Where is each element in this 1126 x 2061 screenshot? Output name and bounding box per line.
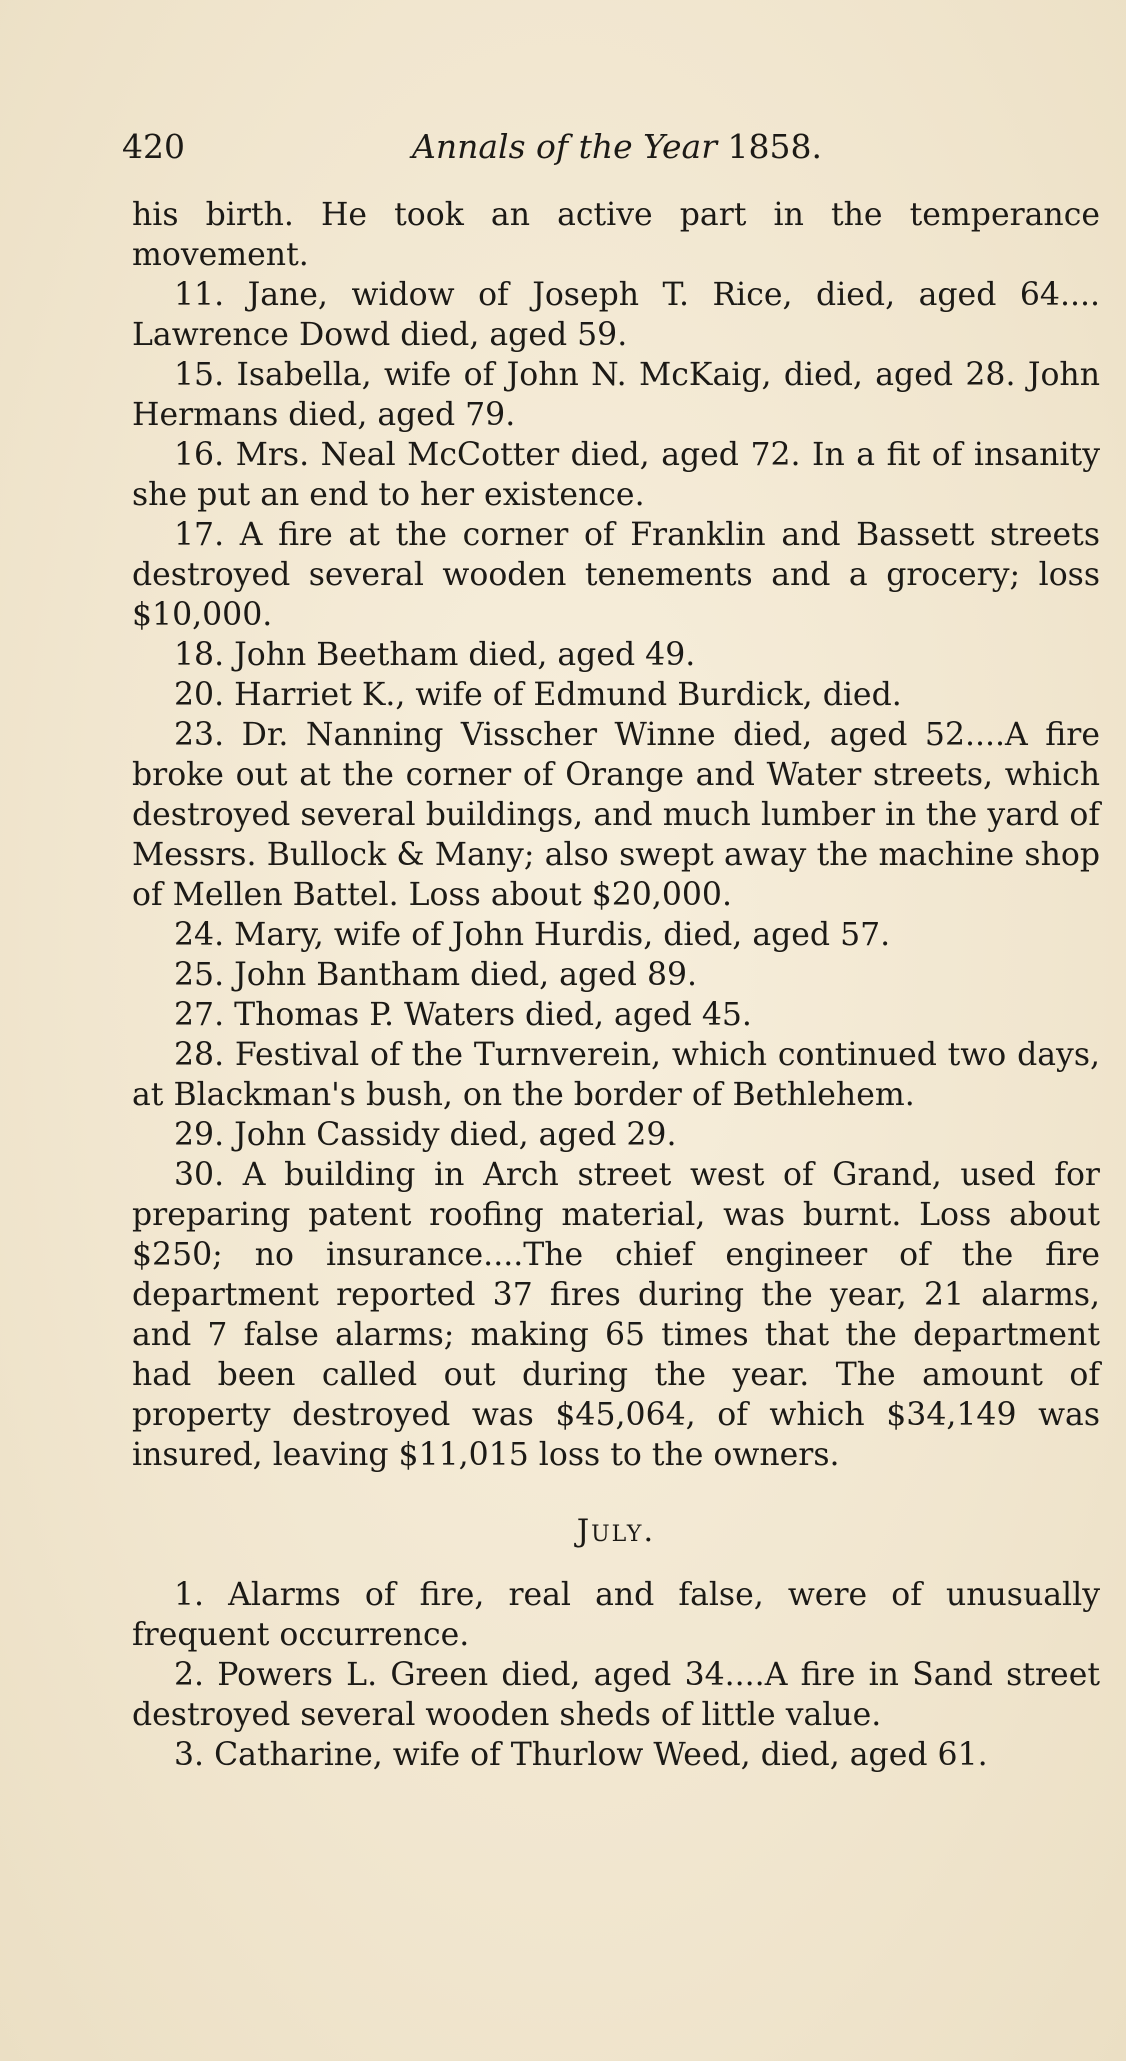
entry-june-11: 11. Jane, widow of Joseph T. Rice, died, aged 64.... Lawrence Dowd died, aged 59. (132, 277, 1100, 353)
entry-june-30: 30. A building in Arch street west of Grand, used for preparing patent roofing material, was burnt. Loss about $250; no insurance....The chief engineer of the fire department reported 37 fires during the year, 21 alarms, and 7 false alarms; making 65 times that the department had been called out during the year. The amount of property destroyed was $45,064, of which $34,149 was insured, leaving $11,015 loss to the owners. (132, 1157, 1100, 1473)
entry-july-1: 1. Alarms of fire, real and false, were of unusually frequent occurrence. (132, 1577, 1100, 1653)
entry-june-29: 29. John Cassidy died, aged 29. (174, 1117, 677, 1153)
entry-june-24: 24. Mary, wife of John Hurdis, died, aged 57. (174, 917, 891, 953)
entry-june-18: 18. John Beetham died, aged 49. (174, 637, 696, 673)
entry-june-28: 28. Festival of the Turnverein, which continued two days, at Blackman's bush, on the border of Bethlehem. (132, 1037, 1100, 1113)
running-title (412, 122, 822, 172)
entry-june-25: 25. John Bantham died, aged 89. (174, 957, 698, 993)
page-number: 420 (122, 127, 185, 166)
entry-july-2: 2. Powers L. Green died, aged 34....A fire in Sand street destroyed several wooden sheds of little value. (132, 1657, 1100, 1733)
entry-june-27: 27. Thomas P. Waters died, aged 45. (174, 997, 752, 1033)
running-head (122, 122, 1034, 172)
entry-june-17: 17. A fire at the corner of Franklin and Bassett streets destroyed several wooden tenements and a grocery; loss $10,000. (132, 517, 1100, 633)
month-heading-july: July. (576, 1513, 656, 1549)
entry-july-3: 3. Catharine, wife of Thurlow Weed, died, aged 61. (174, 1737, 988, 1773)
paragraph-continuation: his birth. He took an active part in the temperance movement. (132, 197, 1100, 273)
body-text (132, 195, 1100, 1775)
running-title-year: 1858. (727, 127, 822, 166)
running-title-italic: Annals of the Year (412, 127, 717, 166)
entry-june-15: 15. Isabella, wife of John N. McKaig, died, aged 28. John Hermans died, aged 79. (132, 357, 1100, 433)
entry-june-16: 16. Mrs. Neal McCotter died, aged 72. In a fit of insanity she put an end to her existence. (132, 437, 1100, 513)
entry-june-23: 23. Dr. Nanning Visscher Winne died, aged 52....A fire broke out at the corner of Orange and Water streets, which destroyed several buildings, and much lumber in the yard of Messrs. Bullock & Many; also swept away the machine shop of Mellen Battel. Loss about $20,000. (132, 717, 1100, 913)
entry-june-20: 20. Harriet K., wife of Edmund Burdick, died. (174, 677, 902, 713)
